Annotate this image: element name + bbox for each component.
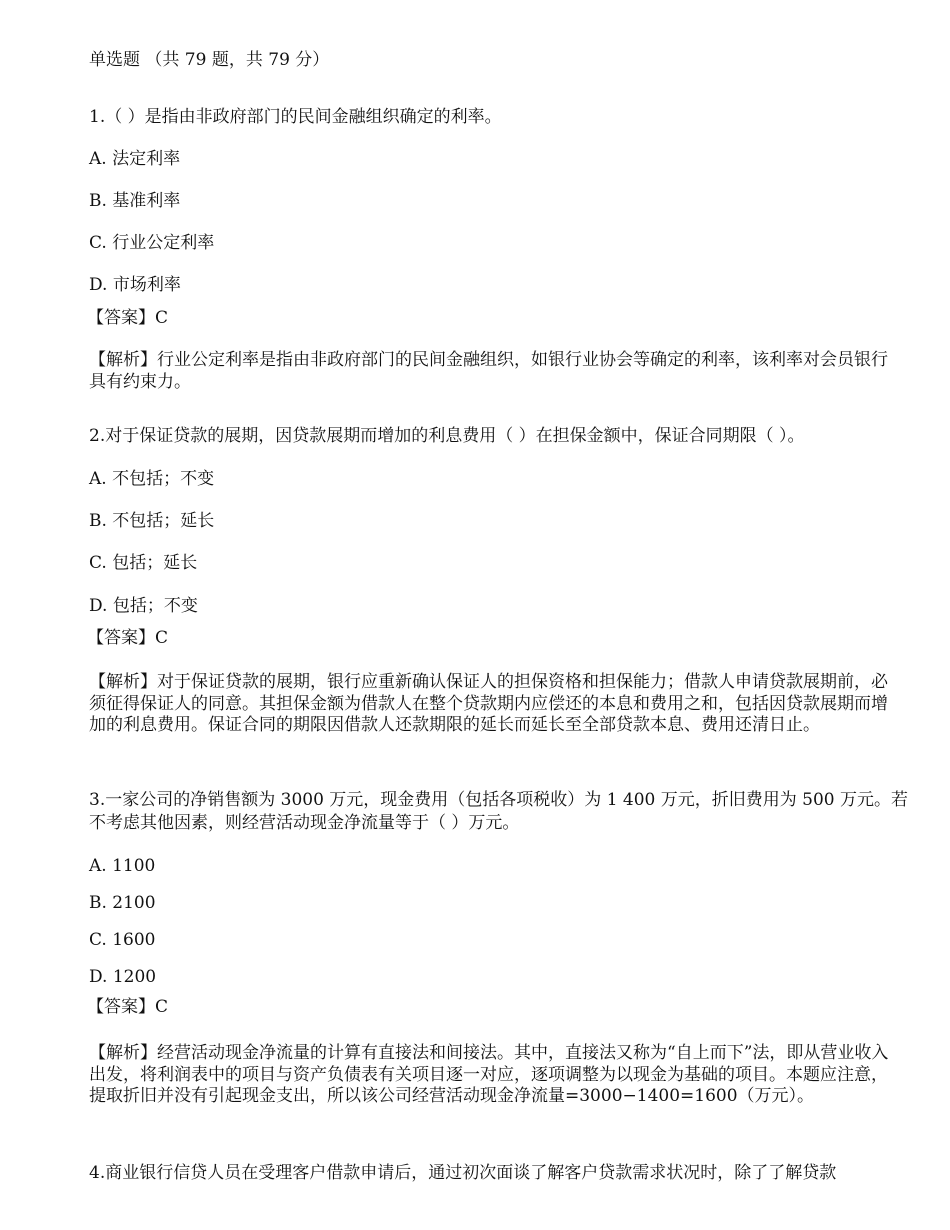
question-4-stem: 4.商业银行信贷人员在受理客户借款申请后，通过初次面谈了解客户贷款需求状况时，除了了解贷款 [89,1163,837,1183]
question-3-option-b: B. 2100 [89,893,156,913]
question-1-option-a: A. 法定利率 [89,149,181,169]
question-3-option-a: A. 1100 [89,856,156,876]
question-1-answer: 【答案】C [87,308,169,328]
question-3-analysis: 【解析】经营活动现金净流量的计算有直接法和间接法。其中，直接法又称为“自上而下”法，即从营业收入出发，将利润表中的项目与资产负债表有关项目逐一对应，逐项调整为以现金为基础的项目。本题应注意，提取折旧并没有引起现金支出，所以该公司经营活动现金净流量=3000−1400=1600（万元）。 [89,1043,889,1106]
question-1-stem: 1.（ ）是指由非政府部门的民间金融组织确定的利率。 [89,107,502,127]
question-2-option-a: A. 不包括；不变 [89,469,215,489]
question-2-stem: 2.对于保证贷款的展期，因贷款展期而增加的利息费用（ ）在担保金额中，保证合同期限（ ）。 [89,426,805,446]
question-1-analysis: 【解析】行业公定利率是指由非政府部门的民间金融组织，如银行业协会等确定的利率，该利率对会员银行具有约束力。 [89,350,888,392]
question-3-answer: 【答案】C [87,997,169,1017]
question-1-option-b: B. 基准利率 [89,191,181,211]
section-header: 单选题 （共 79 题，共 79 分） [89,50,330,70]
question-2-option-d: D. 包括；不变 [89,596,198,616]
question-3-option-d: D. 1200 [89,967,157,987]
question-2-option-b: B. 不包括；延长 [89,511,215,531]
question-2-option-c: C. 包括；延长 [89,553,198,573]
question-3-stem: 3.一家公司的净销售额为 3000 万元，现金费用（包括各项税收）为 1 400 万元，折旧费用为 500 万元。若不考虑其他因素，则经营活动现金净流量等于（ ）万元。 [89,790,909,833]
question-2-answer: 【答案】C [87,628,169,648]
question-1-option-d: D. 市场利率 [89,275,181,295]
question-1-option-c: C. 行业公定利率 [89,233,215,253]
question-3-option-c: C. 1600 [89,930,156,950]
question-2-analysis: 【解析】对于保证贷款的展期，银行应重新确认保证人的担保资格和担保能力；借款人申请贷款展期前，必须征得保证人的同意。其担保金额为借款人在整个贷款期内应偿还的本息和费用之和，包括因贷款展期而增加的利息费用。保证合同的期限因借款人还款期限的延长而延长至全部贷款本息、费用还清日止。 [89,672,888,735]
